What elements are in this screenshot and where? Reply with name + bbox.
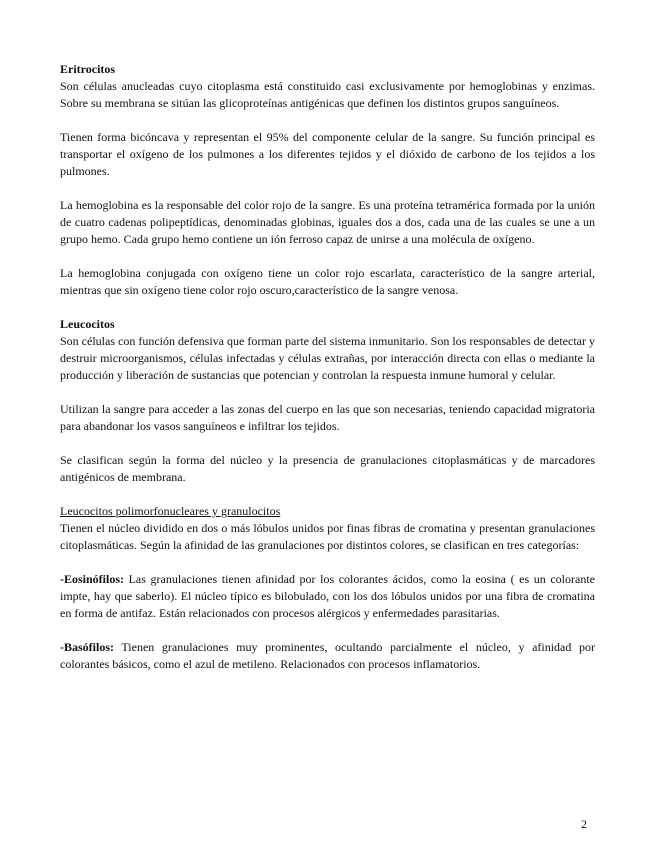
paragraph-eosinofilos bbox=[60, 571, 595, 622]
text-eosinofilos: Las granulaciones tienen afinidad por los colorantes ácidos, como la eosina ( es un colorante impte, hay que saberlo). El núcleo típico es bilobulado, con los dos lóbulos unidos por una fibra de cromatina en forma de antifaz. Están relacionados con procesos alérgicos y enfermedades parasitarias. bbox=[60, 572, 595, 620]
paragraph-eritrocitos-2: Tienen forma bicóncava y representan el 95% del componente celular de la sangre. Su función principal es transportar el oxígeno de los pulmones a los diferentes tejidos y el dióxido de carbono de los tejidos a los pulmones. bbox=[60, 130, 595, 178]
term-eosinofilos: -Eosinófilos: bbox=[60, 572, 125, 586]
paragraph-leucocitos-3: Se clasifican según la forma del núcleo y la presencia de granulaciones citoplasmáticas y de marcadores antigénicos de membrana. bbox=[60, 453, 595, 484]
page-body bbox=[60, 61, 595, 673]
page-number: 2 bbox=[581, 817, 587, 831]
text-basofilos: Tienen granulaciones muy prominentes, ocultando parcialmente el núcleo, y afinidad por colorantes básicos, como el azul de metileno. Relacionados con procesos inflamatorios. bbox=[60, 640, 595, 671]
paragraph-leucocitos-2: Utilizan la sangre para acceder a las zonas del cuerpo en las que son necesarias, teniendo capacidad migratoria para abandonar los vasos sanguíneos e infiltrar los tejidos. bbox=[60, 402, 595, 433]
paragraph-basofilos bbox=[60, 639, 595, 673]
paragraph-leucocitos-1: Son células con función defensiva que forman parte del sistema inmunitario. Son los responsables de detectar y destruir microorganismos, células infectadas y células extrañas, por interacción directa con ellas o mediante la producción y liberación de sustancias que potencian y controlan la respuesta inmune humoral y celular. bbox=[60, 334, 595, 382]
paragraph-eritrocitos-1: Son células anucleadas cuyo citoplasma está constituido casi exclusivamente por hemoglobinas y enzimas. Sobre su membrana se sitúan las glicoproteínas antigénicas que definen los distintos grupos sanguíneos. bbox=[60, 79, 595, 110]
heading-eritrocitos: Eritrocitos bbox=[60, 62, 116, 76]
paragraph-polimorfonucleares-1: Tienen el núcleo dividido en dos o más lóbulos unidos por finas fibras de cromatina y presentan granulaciones citoplasmáticas. Según la afinidad de las granulaciones por distintos colores, se clasifican en tres categorías: bbox=[60, 521, 595, 552]
heading-leucocitos: Leucocitos bbox=[60, 317, 115, 331]
subheading-polimorfonucleares: Leucocitos polimorfonucleares y granulocitos bbox=[60, 504, 281, 518]
paragraph-eritrocitos-3: La hemoglobina es la responsable del color rojo de la sangre. Es una proteína tetramérica formada por la unión de cuatro cadenas polipeptídicas, denominadas globinas, iguales dos a dos, cada una de las cuales se une a un grupo hemo. Cada grupo hemo contiene un ión ferroso capaz de unirse a una molécula de oxígeno. bbox=[60, 198, 595, 246]
term-basofilos: -Basófilos: bbox=[60, 640, 114, 654]
paragraph-eritrocitos-4: La hemoglobina conjugada con oxígeno tiene un color rojo escarlata, característico de la sangre arterial, mientras que sin oxígeno tiene color rojo oscuro,característico de la sangre venosa. bbox=[60, 266, 595, 297]
